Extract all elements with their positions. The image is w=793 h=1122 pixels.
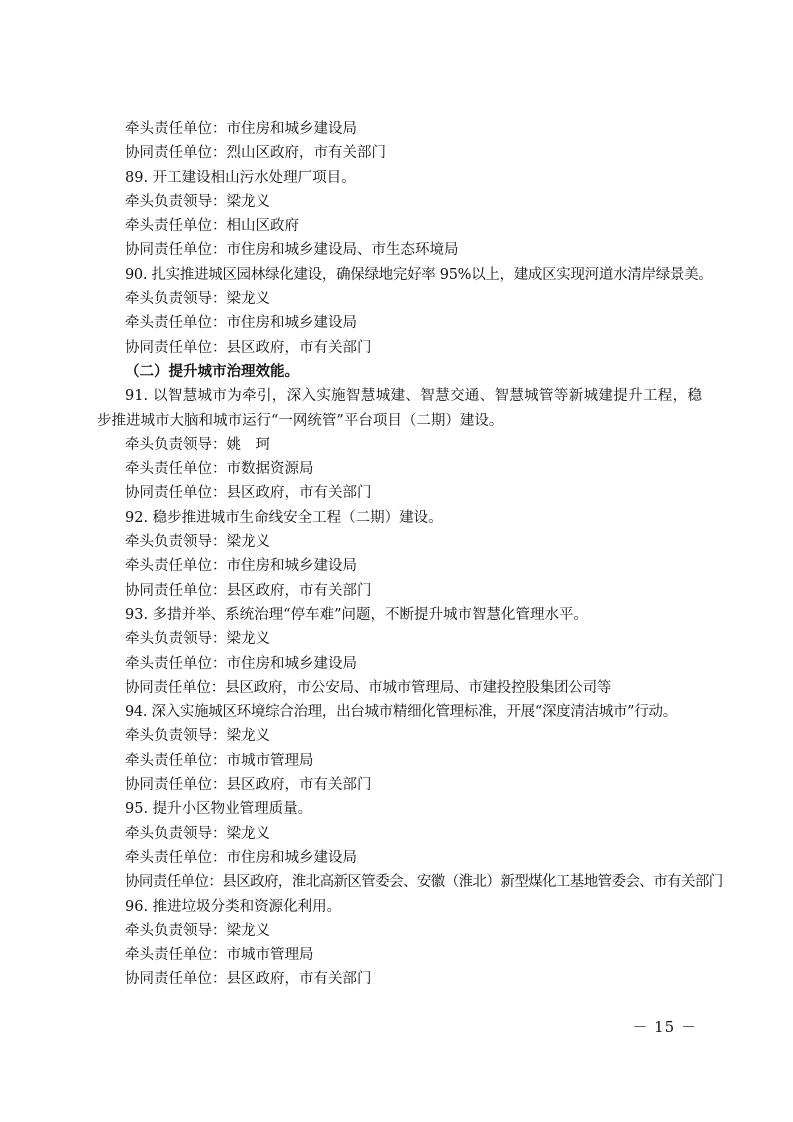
text-line: 牵头负责领导：梁龙义 [125,922,270,939]
item-heading: 94. 深入实施城区环境综合治理，出台城市精细化管理标准，开展“深度清洁城市”行动。 [125,704,677,721]
item-heading: 90. 扎实推进城区园林绿化建设，确保绿地完好率 95%以上，建成区实现河道水清岸绿景美。 [125,266,713,283]
text-line: 牵头责任单位：市住房和城乡建设局 [125,121,357,137]
text-line: 牵头责任单位：市住房和城乡建设局 [125,558,357,575]
text-line: 协同责任单位：县区政府，市有关部门 [125,485,372,502]
text-line: 协同责任单位：县区政府，市有关部门 [125,971,372,988]
text-line: 牵头负责领导：姚 珂 [125,436,270,453]
text-line: 协同责任单位：县区政府，淮北高新区管委会、安徽（淮北）新型煤化工基地管委会、市有关部门 [125,874,723,891]
item-heading: 92. 稳步推进城市生命线安全工程（二期）建设。 [125,509,443,526]
text-line: 协同责任单位：县区政府，市有关部门 [125,582,372,599]
text-line: 协同责任单位：县区政府，市有关部门 [125,339,372,356]
text-line: 协同责任单位：市住房和城乡建设局、市生态环境局 [125,242,459,259]
text-line: 牵头责任单位：相山区政府 [125,218,299,235]
text-line: 牵头责任单位：市城市管理局 [125,752,314,769]
text-line: 牵头负责领导：梁龙义 [125,825,270,842]
text-line: 牵头责任单位：市数据资源局 [125,461,314,478]
item-heading: 89. 开工建设相山污水处理厂项目。 [125,169,356,186]
document-body [97,117,723,992]
item-heading: 91. 以智慧城市为牵引，深入实施智慧城建、智慧交通、智慧城管等新城建提升工程，稳步推进城市大脑和城市运行“一网统管”平台项目（二期）建设。 [97,388,702,429]
text-line: 牵头负责领导：梁龙义 [125,728,270,745]
text-line: 牵头责任单位：市住房和城乡建设局 [125,315,357,332]
page-number: － 15 － [632,1018,697,1036]
text-line: 牵头负责领导：梁龙义 [125,291,270,308]
text-line: 牵头责任单位：市住房和城乡建设局 [125,849,357,866]
text-line: 牵头责任单位：市住房和城乡建设局 [125,655,357,672]
item-heading: 95. 提升小区物业管理质量。 [125,801,313,818]
text-line: 协同责任单位：县区政府，市有关部门 [125,777,372,794]
text-line: 协同责任单位：县区政府，市公安局、市城市管理局、市建投控股集团公司等 [125,679,612,696]
text-line: 协同责任单位：烈山区政府，市有关部门 [125,145,386,162]
text-line: 牵头负责领导：梁龙义 [125,534,270,551]
section-heading: （二）提升城市治理效能。 [125,362,299,380]
item-heading: 96. 推进垃圾分类和资源化利用。 [125,898,342,915]
text-line: 牵头责任单位：市城市管理局 [125,947,314,964]
text-line: 牵头负责领导：梁龙义 [125,193,270,210]
item-heading: 93. 多措并举、系统治理“停车难”问题，不断提升城市智慧化管理水平。 [125,606,588,623]
text-line: 牵头负责领导：梁龙义 [125,631,270,648]
